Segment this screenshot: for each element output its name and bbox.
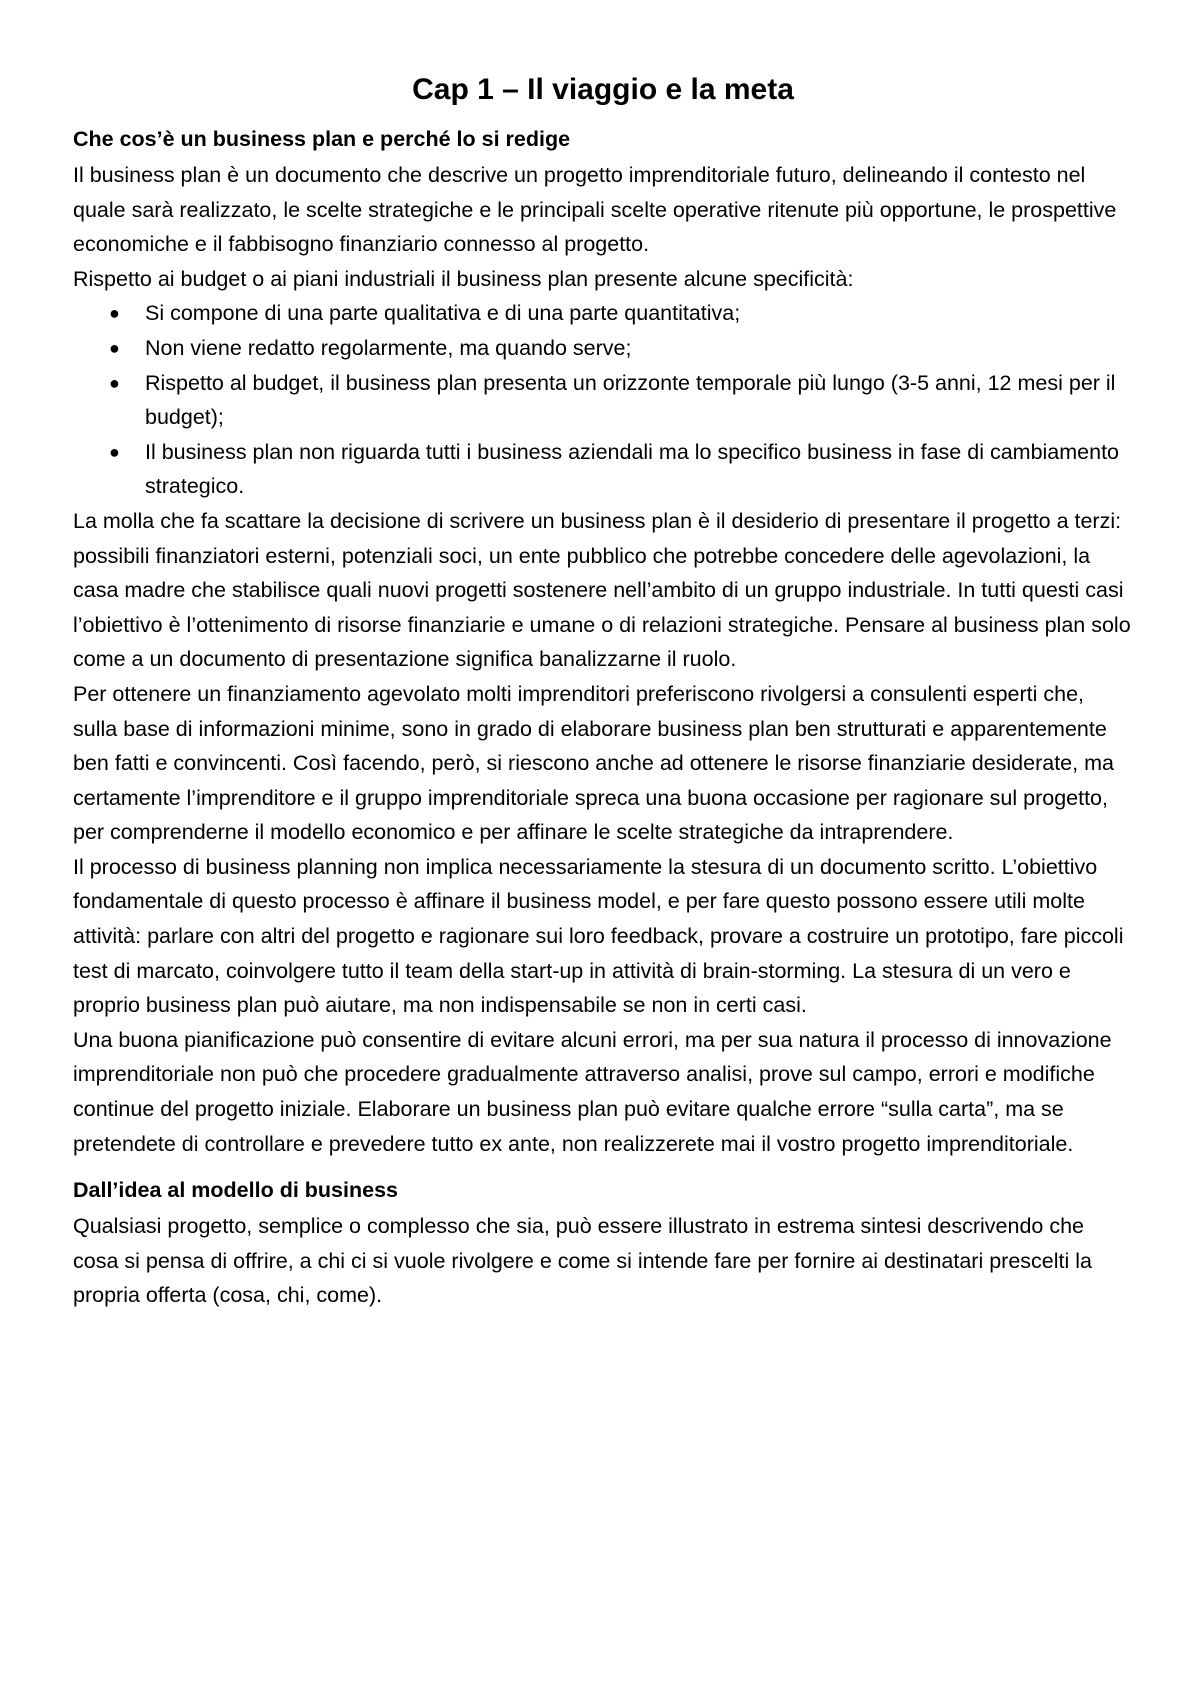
- paragraph: La molla che fa scattare la decisione di scrivere un business plan è il desiderio di presentare il progetto a terzi: possibili finanziatori esterni, potenziali soci, un ente pubblico che potrebbe concedere delle agevolazioni, la casa madre che stabilisce quali nuovi progetti sostenere nell’ambito di un gruppo industriale. In tutti questi casi l’obiettivo è l’ottenimento di risorse finanziarie e umane o di relazioni strategiche. Pensare al business plan solo come a un documento di presentazione significa banalizzarne il ruolo.: [73, 508, 1131, 672]
- list-item: [109, 435, 1133, 504]
- list-item: [109, 296, 1133, 331]
- list-item-text: Il business plan non riguarda tutti i business aziendali ma lo specifico business in fase di cambiamento strategico.: [145, 439, 1120, 499]
- list-item-text: Rispetto al budget, il business plan presenta un orizzonte temporale più lungo (3-5 anni, 12 mesi per il budget);: [145, 370, 1116, 430]
- section-heading-business-plan: Che cos’è un business plan e perché lo si redige: [73, 127, 571, 151]
- paragraph: Qualsiasi progetto, semplice o complesso che sia, può essere illustrato in estrema sintesi descrivendo che cosa si pensa di offrire, a chi ci si vuole rivolgere e come si intende fare per fornire ai destinatari prescelti la propria offerta (cosa, chi, come).: [73, 1214, 1092, 1308]
- paragraph: Il business plan è un documento che descrive un progetto imprenditoriale futuro, delineando il contesto nel quale sarà realizzato, le scelte strategiche e le principali scelte operative ritenute più opportune, le prospettive economiche e il fabbisogno finanziario connesso al progetto.: [73, 163, 1117, 257]
- bullet-icon: ●: [109, 303, 120, 324]
- list-item: [109, 366, 1133, 435]
- paragraph: Per ottenere un finanziamento agevolato molti imprenditori preferiscono rivolgersi a consulenti esperti che, sulla base di informazioni minime, sono in grado di elaborare business plan ben strutturati e apparentemente ben fatti e convincenti. Così facendo, però, si riescono anche ad ottenere le risorse finanziarie desiderate, ma certamente l’imprenditore e il gruppo imprenditoriale spreca una buona occasione per ragionare sul progetto, per comprenderne il modello economico e per affinare le scelte strategiche da intraprendere.: [73, 681, 1114, 845]
- bullet-list: [73, 296, 1133, 504]
- document-page: [73, 72, 1133, 1313]
- page-title: Cap 1 – Il viaggio e la meta: [412, 73, 794, 106]
- bullet-icon: ●: [109, 337, 120, 358]
- paragraph: Una buona pianificazione può consentire di evitare alcuni errori, ma per sua natura il processo di innovazione imprenditoriale non può che procedere gradualmente attraverso analisi, prove sul campo, errori e modifiche continue del progetto iniziale. Elaborare un business plan può evitare qualche errore “sulla carta”, ma se pretendete di controllare e prevedere tutto ex ante, non realizzerete mai il vostro progetto imprenditoriale.: [73, 1027, 1112, 1156]
- bullet-icon: ●: [109, 372, 120, 393]
- list-item: [109, 331, 1133, 366]
- bullet-icon: ●: [109, 441, 120, 462]
- section-heading-business-model: Dall’idea al modello di business: [73, 1178, 398, 1203]
- list-item-text: Non viene redatto regolarmente, ma quando serve;: [145, 335, 632, 360]
- paragraph: Il processo di business planning non implica necessariamente la stesura di un documento scritto. L’obiettivo fondamentale di questo processo è affinare il business model, e per fare questo possono essere utili molte attività: parlare con altri del progetto e ragionare sui loro feedback, provare a costruire un prototipo, fare piccoli test di marcato, coinvolgere tutto il team della start-up in attività di brain-storming. La stesura di un vero e proprio business plan può aiutare, ma non indispensabile se non in certi casi.: [73, 854, 1124, 1018]
- paragraph: Rispetto ai budget o ai piani industriali il business plan presente alcune specificità:: [73, 266, 854, 291]
- list-item-text: Si compone di una parte qualitativa e di una parte quantitativa;: [145, 301, 741, 326]
